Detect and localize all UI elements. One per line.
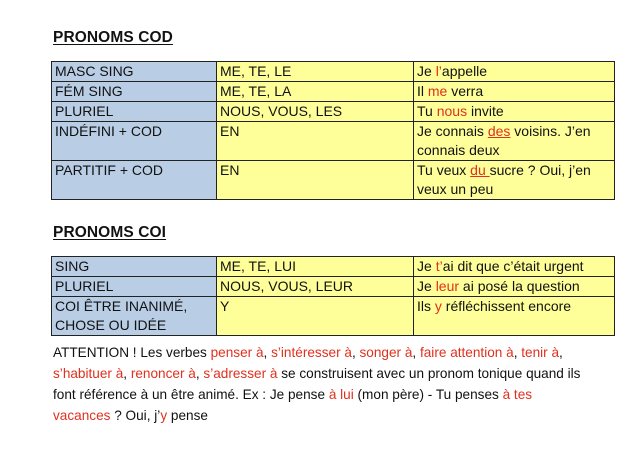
table-row	[52, 257, 615, 277]
row-pronouns: NOUS, VOUS, LES	[217, 102, 414, 122]
row-example: Ils y réfléchissent encore	[414, 297, 615, 336]
row-label: PLURIEL	[52, 102, 217, 122]
highlighted-pronoun: y	[434, 298, 442, 314]
row-pronouns: EN	[217, 161, 414, 200]
highlighted-pronoun: leur	[435, 278, 460, 294]
coi-table	[51, 256, 615, 336]
highlighted-pronoun: l’	[435, 63, 442, 79]
attention-note: ATTENTION ! Les verbes penser à, s’intéresser à, songer à, faire attention à, tenir à, s’habituer à, renoncer à, s’adresser à se construisent avec un pronom tonique quand ils font référence à un être animé. Ex : Je pense à lui (mon père) - Tu penses à tes vacances ? Oui, j’y pense	[53, 345, 581, 423]
row-pronouns: EN	[217, 122, 414, 161]
verb-highlight: songer à	[359, 345, 413, 360]
row-example: Je leur ai posé la question	[414, 277, 615, 297]
cod-table	[51, 61, 615, 200]
row-label: PLURIEL	[52, 277, 217, 297]
verb-highlight: penser à	[210, 345, 264, 360]
row-pronouns: ME, TE, LE	[217, 62, 414, 82]
row-label: SING	[52, 257, 217, 277]
cod-heading: PRONOMS COD	[53, 29, 173, 46]
row-label: FÉM SING	[52, 82, 217, 102]
row-pronouns: Y	[217, 297, 414, 336]
row-example: Tu veux du sucre ? Oui, j’en veux un peu	[414, 161, 615, 200]
highlighted-pronoun: t’	[435, 258, 443, 274]
verb-highlight: renoncer à	[130, 366, 196, 381]
table-row	[52, 161, 615, 200]
verb-highlight: faire attention à	[419, 345, 514, 360]
row-label: COI ÊTRE INANIMÉ, CHOSE OU IDÉE	[52, 297, 217, 336]
table-row	[52, 82, 615, 102]
highlighted-article: du	[470, 162, 490, 178]
row-example: Tu nous invite	[414, 102, 615, 122]
row-example: Je l’appelle	[414, 62, 615, 82]
verb-highlight: s’habituer à	[53, 366, 124, 381]
row-label: INDÉFINI + COD	[52, 122, 217, 161]
highlighted-article: des	[487, 123, 511, 139]
highlighted-pronoun: nous	[436, 103, 468, 119]
table-row	[52, 62, 615, 82]
example-highlight: à lui	[328, 387, 354, 402]
row-example: Je connais des voisins. J’en connais deux	[414, 122, 615, 161]
row-example: Il me verra	[414, 82, 615, 102]
row-pronouns: ME, TE, LA	[217, 82, 414, 102]
coi-heading: PRONOMS COI	[53, 224, 167, 241]
table-row	[52, 122, 615, 161]
highlighted-pronoun: me	[427, 83, 448, 99]
verb-highlight: tenir à	[521, 345, 560, 360]
verb-highlight: s’adresser à	[203, 366, 278, 381]
row-label: MASC SING	[52, 62, 217, 82]
verb-highlight: s’intéresser à	[271, 345, 352, 360]
table-row	[52, 297, 615, 336]
example-highlight: à tes vacances	[53, 387, 533, 423]
row-example: Je t’ai dit que c’était urgent	[414, 257, 615, 277]
table-row	[52, 102, 615, 122]
table-row	[52, 277, 615, 297]
example-highlight: y	[160, 408, 168, 423]
row-label: PARTITIF + COD	[52, 161, 217, 200]
row-pronouns: ME, TE, LUI	[217, 257, 414, 277]
row-pronouns: NOUS, VOUS, LEUR	[217, 277, 414, 297]
